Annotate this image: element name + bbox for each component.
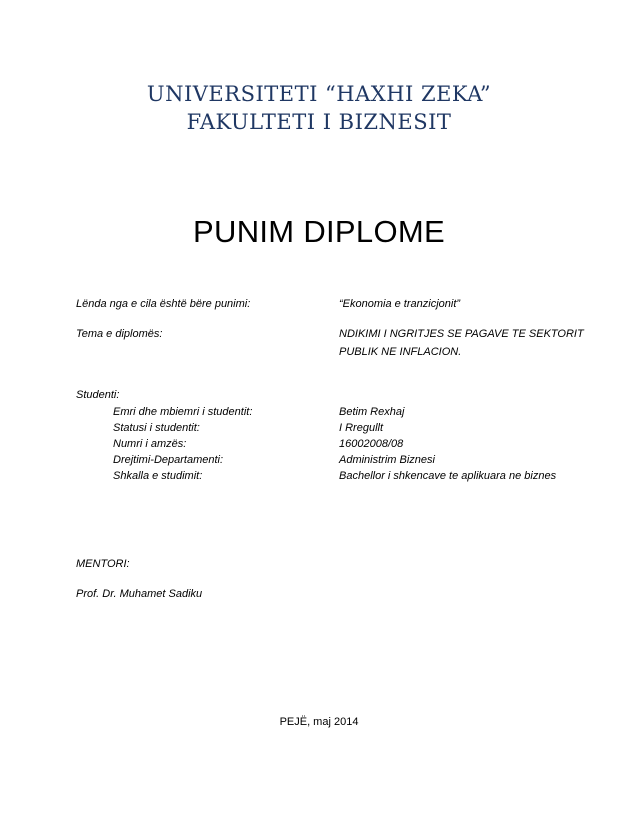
student-field-label: Emri dhe mbiemri i studentit: [113, 406, 253, 418]
student-field-value: Betim Rexhaj [339, 406, 405, 418]
student-field-value: Bachellor i shkencave te aplikuara ne biznes [339, 470, 557, 482]
student-heading: Studenti: [76, 389, 120, 401]
theme-label: Tema e diplomës: [76, 328, 163, 340]
document-title: PUNIM DIPLOME [193, 214, 445, 249]
student-field-label: Numri i amzës: [113, 438, 187, 450]
subject-label: Lënda nga e cila është bëre punimi: [76, 298, 251, 310]
student-field-value: I Rregullt [339, 422, 384, 434]
theme-value-line1: NDIKIMI I NGRITJES SE PAGAVE TE SEKTORIT [339, 328, 584, 340]
student-field-value: Administrim Biznesi [339, 454, 435, 466]
theme-value-line2: PUBLIK NE INFLACION. [339, 346, 462, 358]
student-field-label: Statusi i studentit: [113, 422, 200, 434]
mentor-heading: MENTORI: [76, 558, 130, 570]
mentor-name: Prof. Dr. Muhamet Sadiku [76, 588, 203, 600]
subject-value: “Ekonomia e tranzicjonit” [339, 298, 461, 310]
student-field-label: Shkalla e studimit: [113, 470, 203, 482]
faculty-name: FAKULTETI I BIZNESIT [186, 110, 452, 134]
university-name: UNIVERSITETI “HAXHI ZEKA” [146, 82, 492, 106]
student-field-value: 16002008/08 [339, 438, 404, 450]
student-field-label: Drejtimi-Departamenti: [113, 454, 224, 466]
place-date-footer: PEJË, maj 2014 [279, 716, 359, 728]
